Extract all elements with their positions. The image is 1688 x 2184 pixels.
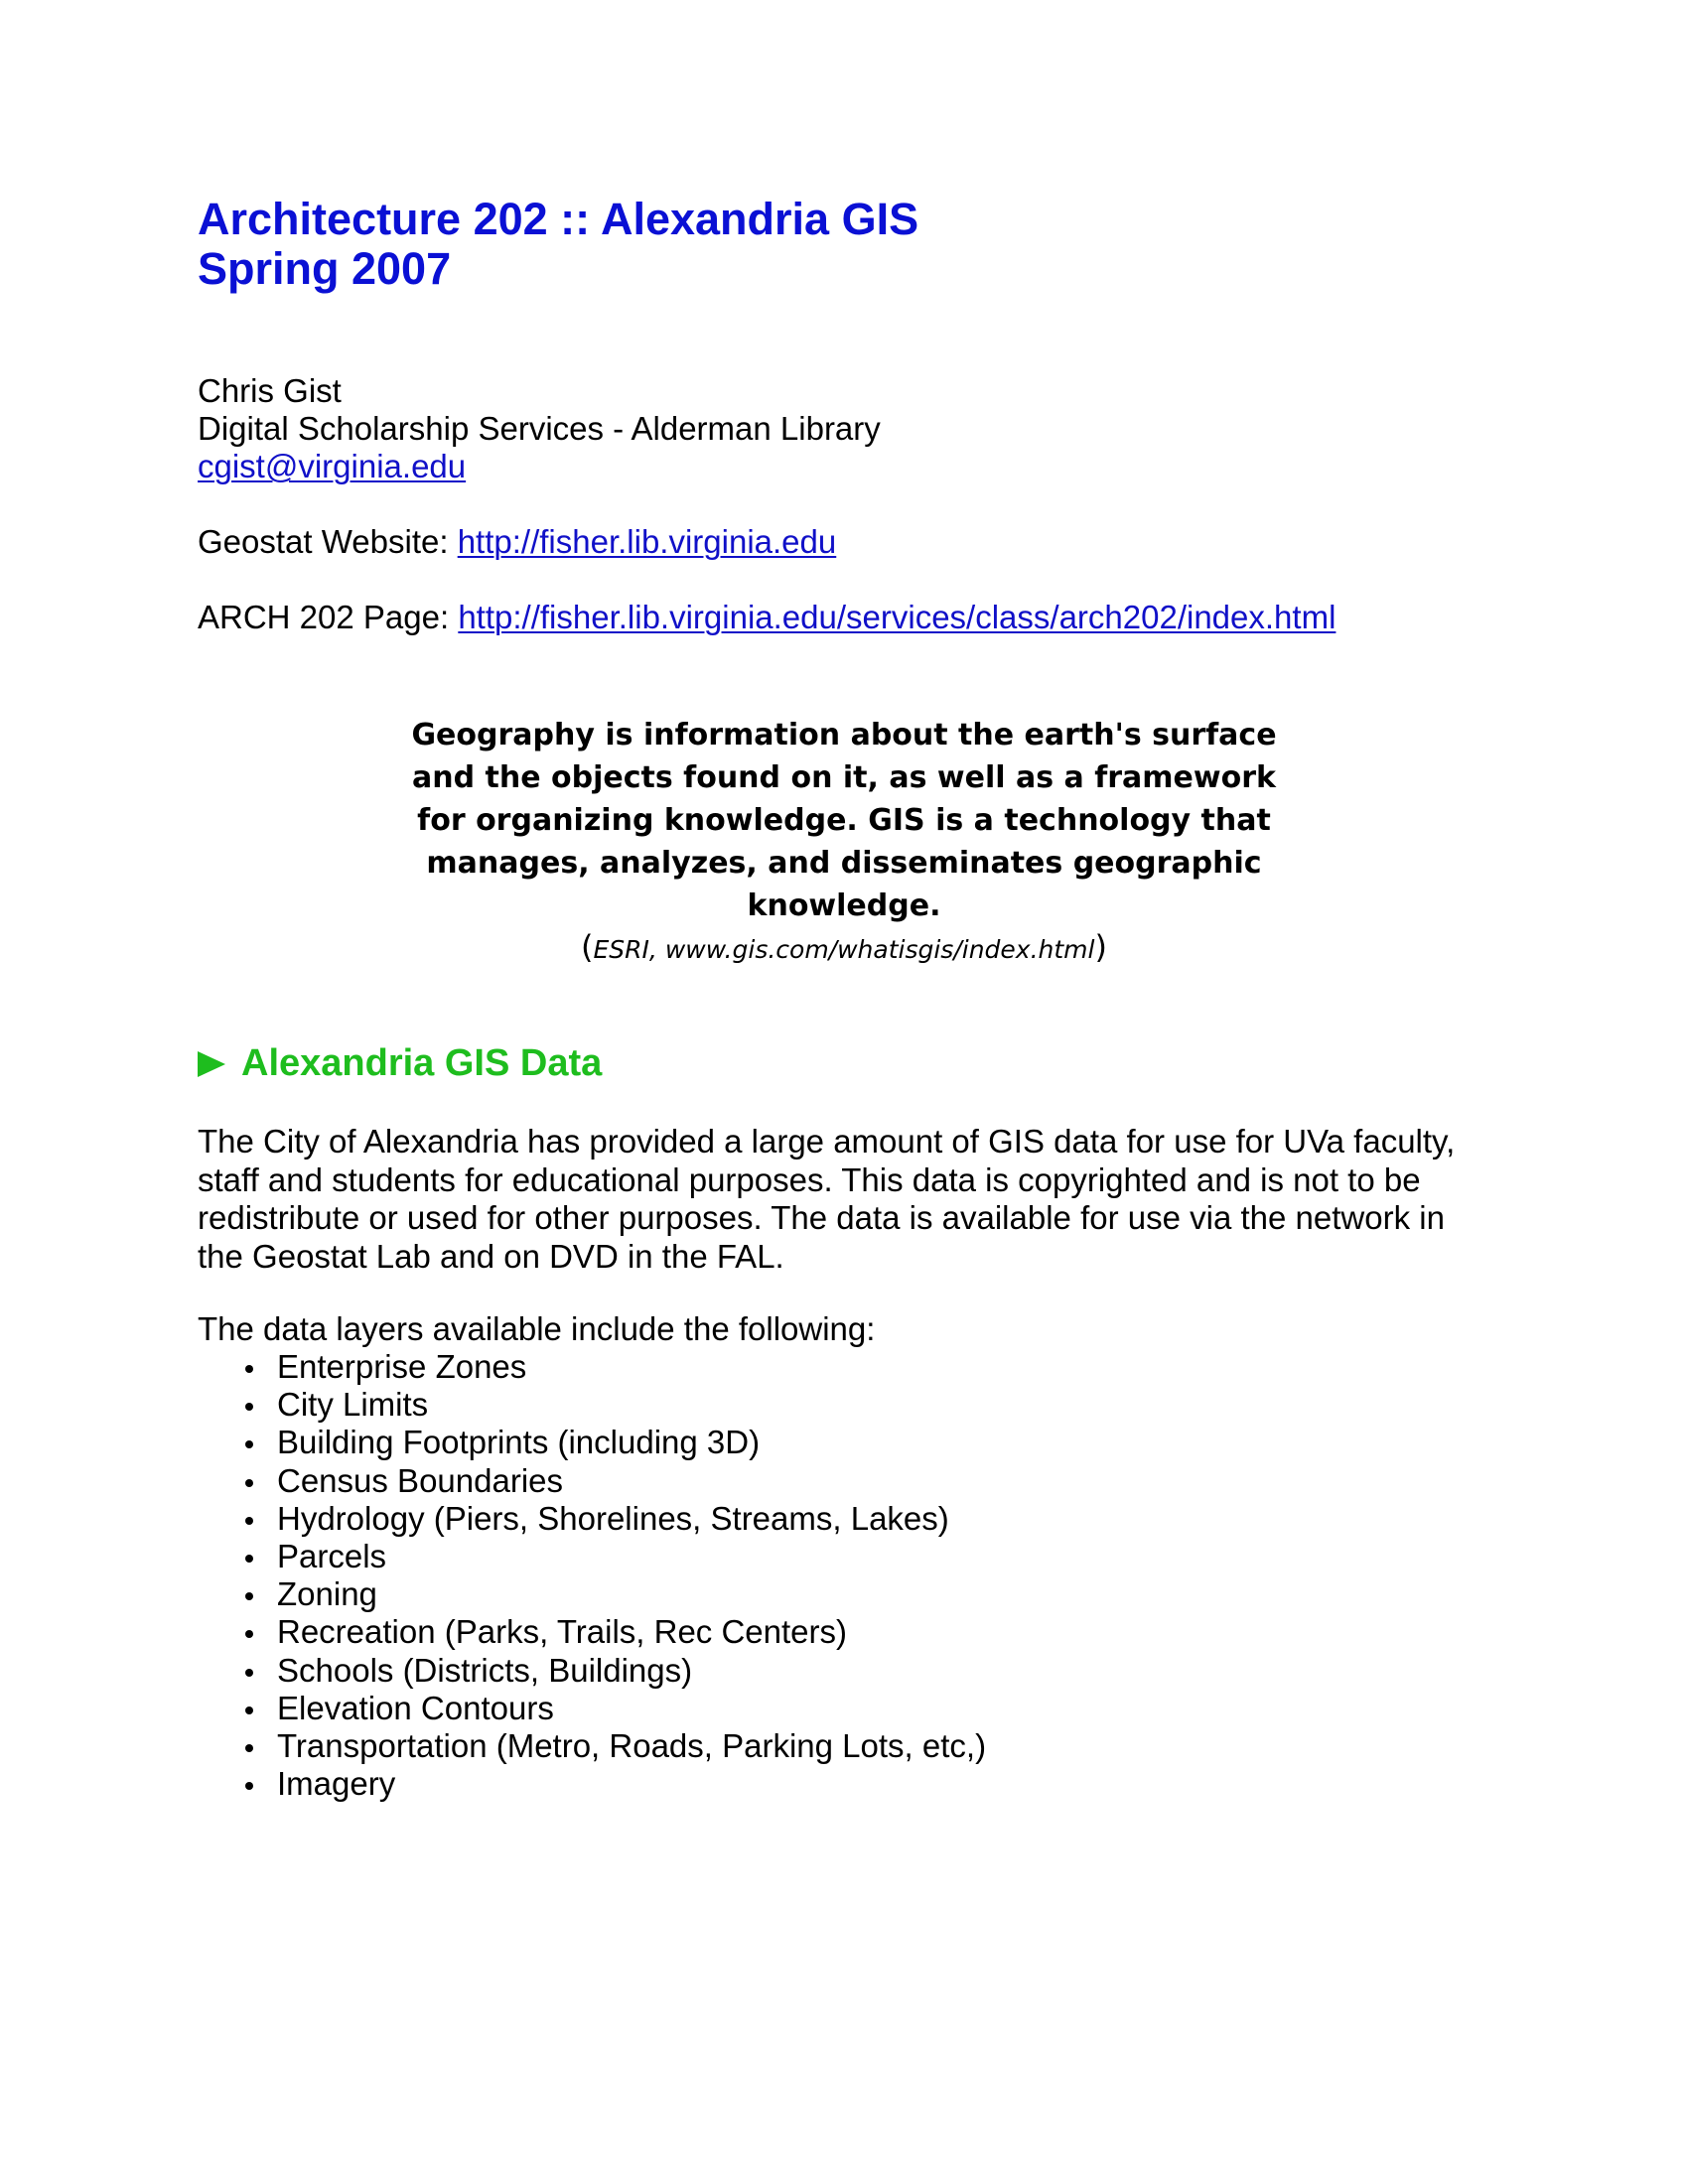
list-item (198, 1424, 986, 1461)
citation-close-paren: ) (1094, 928, 1107, 966)
bullet-icon (245, 1403, 253, 1411)
list-item-text: Transportation (Metro, Roads, Parking Lots, etc,) (277, 1727, 987, 1765)
section-heading-text: Alexandria GIS Data (241, 1042, 603, 1084)
bullet-icon (245, 1440, 253, 1448)
list-item-text: Census Boundaries (277, 1461, 564, 1499)
list-item (198, 1690, 986, 1727)
list-item (198, 1462, 986, 1500)
geostat-website-link[interactable]: http://fisher.lib.virginia.edu (457, 523, 837, 560)
bullet-icon (245, 1782, 253, 1790)
list-item-text: Schools (Districts, Buildings) (277, 1651, 693, 1689)
geostat-website-label: Geostat Website: (198, 523, 458, 560)
bullet-icon (245, 1744, 253, 1752)
author-email-link[interactable]: cgist@virginia.edu (198, 448, 467, 484)
list-item (198, 1613, 986, 1651)
layers-list-intro: The data layers available include the following: (198, 1310, 876, 1347)
list-item (198, 1765, 986, 1803)
bullet-icon (245, 1592, 253, 1600)
section-paragraph: The City of Alexandria has provided a large amount of GIS data for use for UVa faculty, staff and students for educational purposes. This data is copyrighted and is not to be redistribute or used for other purposes. The data is available for use via the network in the Geostat Lab and on DVD in the FAL. (198, 1123, 1456, 1275)
document-title-line1: Architecture 202 :: Alexandria GIS (198, 194, 919, 244)
geostat-website-row (198, 523, 836, 561)
list-item (198, 1500, 986, 1538)
citation-text: ESRI, www.gis.com/whatisgis/index.html (593, 935, 1095, 964)
bullet-icon (245, 1365, 253, 1373)
arch202-page-row (198, 599, 1336, 636)
list-item (198, 1575, 986, 1613)
bullet-icon (245, 1479, 253, 1487)
list-item-text: Enterprise Zones (277, 1348, 527, 1385)
list-item-text: Building Footprints (including 3D) (277, 1424, 761, 1461)
author-email-row (198, 448, 466, 485)
list-item (198, 1386, 986, 1424)
list-item-text: Hydrology (Piers, Shorelines, Streams, Lakes) (277, 1499, 949, 1537)
list-item-text: Parcels (277, 1538, 387, 1575)
arch202-page-link[interactable]: http://fisher.lib.virginia.edu/services/class/arch202/index.html (458, 599, 1336, 635)
bullet-icon (245, 1706, 253, 1714)
author-name: Chris Gist (198, 372, 342, 409)
list-item-text: Elevation Contours (277, 1689, 554, 1726)
list-item-text: Recreation (Parks, Trails, Rec Centers) (277, 1613, 848, 1651)
section-heading (198, 1041, 602, 1085)
arch202-page-label: ARCH 202 Page: (198, 599, 459, 635)
list-item (198, 1538, 986, 1575)
document-title-line2: Spring 2007 (198, 243, 452, 294)
bullet-icon (245, 1517, 253, 1525)
author-affiliation: Digital Scholarship Services - Alderman Library (198, 410, 881, 447)
bullet-icon (245, 1669, 253, 1677)
quote-citation (397, 927, 1291, 970)
list-item-text: Zoning (277, 1575, 377, 1613)
list-item (198, 1727, 986, 1765)
list-item (198, 1348, 986, 1386)
bullet-icon (245, 1555, 253, 1563)
citation-open-paren: ( (581, 928, 594, 966)
data-layers-list (198, 1348, 986, 1803)
gis-definition-quote: Geography is information about the earth's surface and the objects found on it, as well as a framework for organizing knowledge. GIS is a technology that manages, analyzes, and disseminates geographic knowledge. (411, 718, 1277, 923)
list-item-text: City Limits (277, 1386, 429, 1424)
right-triangle-icon (198, 1051, 225, 1077)
bullet-icon (245, 1630, 253, 1638)
list-item (198, 1652, 986, 1690)
list-item-text: Imagery (277, 1765, 396, 1803)
